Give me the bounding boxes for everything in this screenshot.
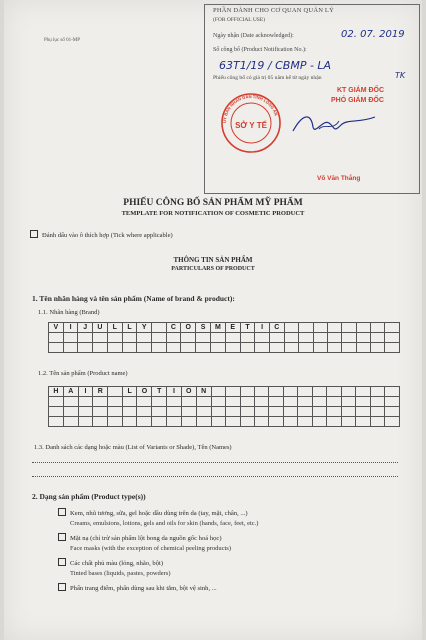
grid-cell[interactable] bbox=[385, 397, 400, 407]
grid-cell[interactable] bbox=[255, 387, 269, 397]
grid-cell[interactable] bbox=[63, 407, 78, 417]
grid-cell[interactable] bbox=[240, 333, 255, 343]
grid-cell[interactable] bbox=[196, 387, 211, 397]
grid-cell[interactable] bbox=[181, 407, 196, 417]
grid-cell[interactable] bbox=[226, 417, 240, 427]
signer-title-1: KT GIÁM ĐỐC bbox=[337, 87, 385, 94]
grid-cell[interactable] bbox=[312, 397, 326, 407]
grid-cell[interactable] bbox=[255, 323, 270, 333]
grid-cell[interactable] bbox=[211, 407, 225, 417]
grid-cell[interactable] bbox=[312, 417, 326, 427]
grid-cell[interactable] bbox=[166, 343, 181, 353]
grid-char: M bbox=[214, 324, 221, 331]
grid-cell[interactable] bbox=[225, 323, 240, 333]
option-checkbox[interactable] bbox=[58, 583, 66, 591]
grid-cell[interactable] bbox=[240, 397, 254, 407]
grid-cell[interactable] bbox=[370, 397, 384, 407]
grid-cell[interactable] bbox=[255, 417, 269, 427]
grid-cell[interactable] bbox=[327, 397, 341, 407]
section2-heading: 2. Dạng sản phẩm (Product type(s)) bbox=[32, 492, 146, 501]
grid-cell[interactable] bbox=[122, 333, 137, 343]
grid-char: I bbox=[173, 388, 175, 395]
option-checkbox[interactable] bbox=[58, 533, 66, 541]
option-label-en: Creams, emulsions, lotions, gels and oils for skin (hands, face, feet, etc.) bbox=[70, 520, 259, 527]
grid-char: V bbox=[53, 324, 59, 331]
grid-cell[interactable] bbox=[370, 387, 384, 397]
grid-cell[interactable] bbox=[356, 387, 370, 397]
product-grid-row bbox=[49, 397, 400, 407]
product-type-option-2 bbox=[58, 533, 222, 542]
grid-cell[interactable] bbox=[356, 397, 370, 407]
grid-cell[interactable] bbox=[269, 323, 284, 333]
option-label-vi: Mặt nạ (chỉ trừ sản phẩm lột bong da nguồn gốc hoá học) bbox=[70, 535, 222, 542]
grid-cell[interactable] bbox=[371, 333, 385, 343]
grid-cell[interactable] bbox=[137, 387, 152, 397]
grid-cell[interactable] bbox=[370, 417, 384, 427]
grid-char: C bbox=[274, 324, 280, 331]
grid-cell[interactable] bbox=[122, 323, 137, 333]
notification-number-label: Số công bố (Product Notification No.): bbox=[213, 47, 307, 53]
option-label-vi: Kem, nhũ tương, sữa, gel hoặc dầu dùng trên da (tay, mặt, chân, ...) bbox=[70, 510, 248, 517]
grid-cell[interactable] bbox=[313, 333, 327, 343]
signature-mark bbox=[289, 109, 379, 139]
grid-cell[interactable] bbox=[49, 333, 64, 343]
grid-cell[interactable] bbox=[385, 343, 400, 353]
grid-cell[interactable] bbox=[167, 397, 182, 407]
grid-char: A bbox=[68, 388, 74, 395]
grid-cell[interactable] bbox=[63, 333, 78, 343]
grid-cell[interactable] bbox=[210, 333, 225, 343]
grid-cell[interactable] bbox=[298, 407, 312, 417]
grid-cell[interactable] bbox=[341, 397, 355, 407]
grid-cell[interactable] bbox=[255, 407, 269, 417]
grid-cell[interactable] bbox=[181, 387, 196, 397]
product-name-label: 1.2. Tên sản phẩm (Product name) bbox=[38, 370, 128, 377]
grid-cell[interactable] bbox=[269, 417, 283, 427]
grid-cell[interactable] bbox=[299, 323, 313, 333]
grid-cell[interactable] bbox=[152, 407, 167, 417]
grid-cell[interactable] bbox=[211, 417, 225, 427]
option-checkbox[interactable] bbox=[58, 558, 66, 566]
product-type-option-4 bbox=[58, 583, 217, 592]
section1-heading: 1. Tên nhãn hàng và tên sản phẩm (Name of brand & product): bbox=[32, 294, 235, 303]
grid-char: L bbox=[127, 324, 132, 331]
grid-cell[interactable] bbox=[327, 417, 341, 427]
grid-cell[interactable] bbox=[385, 417, 400, 427]
grid-cell[interactable] bbox=[298, 387, 312, 397]
grid-cell[interactable] bbox=[107, 343, 122, 353]
grid-cell[interactable] bbox=[122, 387, 137, 397]
grid-char: H bbox=[53, 388, 59, 395]
date-label: Ngày nhận (Date acknowledged): bbox=[213, 33, 294, 39]
grid-cell[interactable] bbox=[137, 407, 152, 417]
grid-char: L bbox=[127, 388, 132, 395]
grid-cell[interactable] bbox=[167, 387, 182, 397]
grid-char: I bbox=[261, 324, 264, 331]
date-value: 02. 07. 2019 bbox=[341, 29, 405, 40]
tick-instruction: Đánh dấu vào ô thích hợp (Tick where applicable) bbox=[42, 232, 173, 239]
official-heading-en: (FOR OFFICIAL USE) bbox=[213, 17, 266, 23]
grid-cell[interactable] bbox=[93, 333, 108, 343]
dotted-line bbox=[32, 462, 398, 463]
grid-cell[interactable] bbox=[299, 333, 313, 343]
grid-cell[interactable] bbox=[226, 407, 240, 417]
grid-cell[interactable] bbox=[371, 323, 385, 333]
grid-cell[interactable] bbox=[341, 417, 355, 427]
form-number: Phụ lục số 01-MP bbox=[44, 38, 80, 43]
grid-char: O bbox=[185, 324, 191, 331]
grid-cell[interactable] bbox=[283, 387, 297, 397]
grid-char: T bbox=[245, 324, 250, 331]
grid-cell[interactable] bbox=[210, 343, 225, 353]
grid-cell[interactable] bbox=[107, 333, 122, 343]
grid-cell[interactable] bbox=[269, 387, 283, 397]
grid-cell[interactable] bbox=[137, 343, 152, 353]
grid-cell[interactable] bbox=[152, 417, 167, 427]
grid-cell[interactable] bbox=[327, 323, 341, 333]
grid-cell[interactable] bbox=[284, 323, 298, 333]
grid-char: J bbox=[83, 324, 88, 331]
product-grid-row bbox=[49, 407, 400, 417]
grid-char: I bbox=[69, 324, 72, 331]
grid-cell[interactable] bbox=[122, 343, 137, 353]
seal-ring-text: ỦY BAN NHÂN DÂN TỈNH LONG AN bbox=[221, 93, 279, 124]
grid-cell[interactable] bbox=[284, 343, 298, 353]
validity-note: Phiếu công bố có giá trị 05 năm kể từ ngày nhận bbox=[213, 75, 322, 81]
grid-cell[interactable] bbox=[313, 343, 327, 353]
grid-cell[interactable] bbox=[298, 397, 312, 407]
grid-cell[interactable] bbox=[137, 397, 152, 407]
product-grid-row bbox=[49, 417, 400, 427]
grid-cell[interactable] bbox=[78, 343, 93, 353]
grid-cell[interactable] bbox=[283, 397, 297, 407]
option-label-vi: Các chất phủ màu (lỏng, nhão, bột) bbox=[70, 560, 164, 567]
handwritten-initial: TK bbox=[395, 71, 406, 80]
notification-number-value: 63T1/19 / CBMP - LA bbox=[219, 59, 332, 72]
official-seal-icon bbox=[220, 92, 282, 154]
grid-cell[interactable] bbox=[385, 323, 400, 333]
document-title: PHIẾU CÔNG BỐ SẢN PHẨM MỸ PHẨM bbox=[123, 198, 303, 208]
grid-cell[interactable] bbox=[167, 417, 182, 427]
grid-cell[interactable] bbox=[181, 323, 196, 333]
grid-cell[interactable] bbox=[342, 323, 356, 333]
grid-cell[interactable] bbox=[49, 397, 64, 407]
grid-cell[interactable] bbox=[196, 407, 211, 417]
grid-cell[interactable] bbox=[211, 387, 225, 397]
grid-cell[interactable] bbox=[78, 407, 93, 417]
grid-cell[interactable] bbox=[108, 407, 122, 417]
grid-cell[interactable] bbox=[312, 407, 326, 417]
product-name-grid bbox=[48, 386, 400, 427]
grid-cell[interactable] bbox=[152, 323, 166, 333]
grid-cell[interactable] bbox=[225, 343, 240, 353]
option-label-en: Face masks (with the exception of chemical peeling products) bbox=[70, 545, 232, 552]
grid-cell[interactable] bbox=[196, 397, 211, 407]
grid-char: Y bbox=[141, 324, 147, 331]
grid-cell[interactable] bbox=[342, 333, 356, 343]
grid-cell[interactable] bbox=[137, 333, 152, 343]
grid-cell[interactable] bbox=[283, 407, 297, 417]
product-type-option-3 bbox=[58, 558, 163, 567]
grid-cell[interactable] bbox=[93, 323, 108, 333]
grid-cell[interactable] bbox=[93, 387, 108, 397]
tick-instruction-row bbox=[30, 230, 173, 239]
grid-cell[interactable] bbox=[371, 343, 385, 353]
grid-cell[interactable] bbox=[342, 343, 356, 353]
grid-cell[interactable] bbox=[93, 407, 108, 417]
grid-cell[interactable] bbox=[49, 417, 64, 427]
grid-cell[interactable] bbox=[137, 323, 152, 333]
particulars-title-en: PARTICULARS OF PRODUCT bbox=[171, 266, 255, 272]
grid-cell[interactable] bbox=[327, 343, 341, 353]
grid-cell[interactable] bbox=[341, 407, 355, 417]
grid-cell[interactable] bbox=[269, 333, 284, 343]
grid-cell[interactable] bbox=[152, 397, 167, 407]
particulars-title: THÔNG TIN SẢN PHẨM bbox=[173, 256, 253, 264]
grid-cell[interactable] bbox=[210, 323, 225, 333]
brand-grid-row bbox=[49, 343, 400, 353]
grid-cell[interactable] bbox=[93, 417, 108, 427]
grid-cell[interactable] bbox=[63, 417, 78, 427]
grid-cell[interactable] bbox=[312, 387, 326, 397]
grid-cell[interactable] bbox=[255, 343, 270, 353]
grid-cell[interactable] bbox=[93, 343, 108, 353]
grid-char: N bbox=[201, 388, 207, 395]
grid-cell[interactable] bbox=[122, 407, 137, 417]
grid-cell[interactable] bbox=[356, 407, 370, 417]
grid-char: O bbox=[141, 388, 148, 395]
grid-cell[interactable] bbox=[327, 387, 341, 397]
grid-char: C bbox=[170, 324, 176, 331]
grid-cell[interactable] bbox=[108, 417, 122, 427]
grid-cell[interactable] bbox=[240, 417, 254, 427]
grid-cell[interactable] bbox=[255, 397, 269, 407]
dotted-line bbox=[32, 476, 398, 477]
brand-label: 1.1. Nhãn hàng (Brand) bbox=[38, 309, 100, 316]
grid-cell[interactable] bbox=[196, 417, 211, 427]
grid-cell[interactable] bbox=[356, 417, 370, 427]
grid-cell[interactable] bbox=[166, 333, 181, 343]
grid-cell[interactable] bbox=[152, 343, 166, 353]
grid-char: I bbox=[84, 388, 87, 395]
brand-grid-row bbox=[49, 333, 400, 343]
grid-cell[interactable] bbox=[240, 343, 255, 353]
grid-cell[interactable] bbox=[107, 323, 122, 333]
grid-char: T bbox=[157, 388, 162, 395]
grid-cell[interactable] bbox=[269, 343, 284, 353]
grid-cell[interactable] bbox=[313, 323, 327, 333]
signer-name: Võ Văn Thắng bbox=[317, 175, 361, 182]
grid-cell[interactable] bbox=[63, 343, 78, 353]
grid-cell[interactable] bbox=[63, 387, 78, 397]
grid-cell[interactable] bbox=[196, 323, 211, 333]
official-heading: PHẦN DÀNH CHO CƠ QUAN QUẢN LÝ bbox=[213, 7, 334, 14]
grid-cell[interactable] bbox=[226, 387, 240, 397]
option-checkbox[interactable] bbox=[58, 508, 66, 516]
grid-cell[interactable] bbox=[356, 333, 370, 343]
grid-cell[interactable] bbox=[181, 333, 196, 343]
grid-cell[interactable] bbox=[269, 397, 283, 407]
grid-cell[interactable] bbox=[283, 417, 297, 427]
grid-char: O bbox=[186, 388, 192, 395]
grid-cell[interactable] bbox=[327, 407, 341, 417]
grid-cell[interactable] bbox=[385, 407, 400, 417]
grid-cell[interactable] bbox=[181, 417, 196, 427]
grid-cell[interactable] bbox=[122, 397, 137, 407]
grid-char: L bbox=[112, 324, 117, 331]
grid-cell[interactable] bbox=[108, 387, 122, 397]
grid-cell[interactable] bbox=[137, 417, 152, 427]
grid-cell[interactable] bbox=[385, 333, 400, 343]
grid-cell[interactable] bbox=[167, 407, 182, 417]
product-grid-row bbox=[49, 387, 400, 397]
grid-cell[interactable] bbox=[78, 323, 93, 333]
grid-char: E bbox=[230, 324, 236, 331]
grid-cell[interactable] bbox=[299, 343, 313, 353]
grid-cell[interactable] bbox=[356, 323, 370, 333]
option-label-en: Tinted bases (liquids, pastes, powders) bbox=[70, 570, 171, 577]
grid-cell[interactable] bbox=[211, 397, 225, 407]
grid-cell[interactable] bbox=[63, 397, 78, 407]
grid-cell[interactable] bbox=[152, 333, 166, 343]
grid-cell[interactable] bbox=[49, 343, 64, 353]
brand-grid-row bbox=[49, 323, 400, 333]
brand-grid bbox=[48, 322, 400, 353]
seal-center-text: SỞ Y TẾ bbox=[235, 121, 267, 130]
variants-label: 1.3. Danh sách các dạng hoặc màu (List of Variants or Shade), Tên (Names) bbox=[34, 444, 232, 451]
grid-cell[interactable] bbox=[327, 333, 341, 343]
grid-cell[interactable] bbox=[63, 323, 78, 333]
grid-char: R bbox=[97, 388, 103, 395]
document-sheet bbox=[4, 0, 422, 640]
grid-cell[interactable] bbox=[298, 417, 312, 427]
grid-cell[interactable] bbox=[78, 387, 93, 397]
grid-char: U bbox=[97, 324, 103, 331]
grid-cell[interactable] bbox=[181, 343, 196, 353]
grid-cell[interactable] bbox=[49, 323, 64, 333]
grid-cell[interactable] bbox=[78, 417, 93, 427]
grid-cell[interactable] bbox=[284, 333, 298, 343]
grid-cell[interactable] bbox=[370, 407, 384, 417]
grid-cell[interactable] bbox=[226, 397, 240, 407]
grid-cell[interactable] bbox=[49, 407, 64, 417]
option-label-vi: Phấn trang điểm, phấn dùng sau khi tắm, bột vệ sinh, ... bbox=[70, 585, 217, 592]
grid-cell[interactable] bbox=[255, 333, 270, 343]
grid-cell[interactable] bbox=[93, 397, 108, 407]
grid-cell[interactable] bbox=[152, 387, 167, 397]
grid-cell[interactable] bbox=[356, 343, 370, 353]
grid-cell[interactable] bbox=[196, 333, 211, 343]
grid-cell[interactable] bbox=[108, 397, 122, 407]
tick-checkbox-icon bbox=[30, 230, 38, 238]
grid-cell[interactable] bbox=[49, 387, 64, 397]
grid-cell[interactable] bbox=[240, 407, 254, 417]
grid-cell[interactable] bbox=[181, 397, 196, 407]
document-title-en: TEMPLATE FOR NOTIFICATION OF COSMETIC PRODUCT bbox=[121, 210, 305, 217]
grid-char: S bbox=[200, 324, 206, 331]
grid-cell[interactable] bbox=[196, 343, 211, 353]
grid-cell[interactable] bbox=[269, 407, 283, 417]
grid-cell[interactable] bbox=[240, 387, 254, 397]
grid-cell[interactable] bbox=[78, 333, 93, 343]
grid-cell[interactable] bbox=[78, 397, 93, 407]
grid-cell[interactable] bbox=[341, 387, 355, 397]
grid-cell[interactable] bbox=[225, 333, 240, 343]
grid-cell[interactable] bbox=[240, 323, 255, 333]
grid-cell[interactable] bbox=[385, 387, 400, 397]
signer-title-2: PHÓ GIÁM ĐỐC bbox=[331, 97, 384, 104]
product-type-option-1 bbox=[58, 508, 248, 517]
grid-cell[interactable] bbox=[122, 417, 137, 427]
grid-cell[interactable] bbox=[166, 323, 181, 333]
